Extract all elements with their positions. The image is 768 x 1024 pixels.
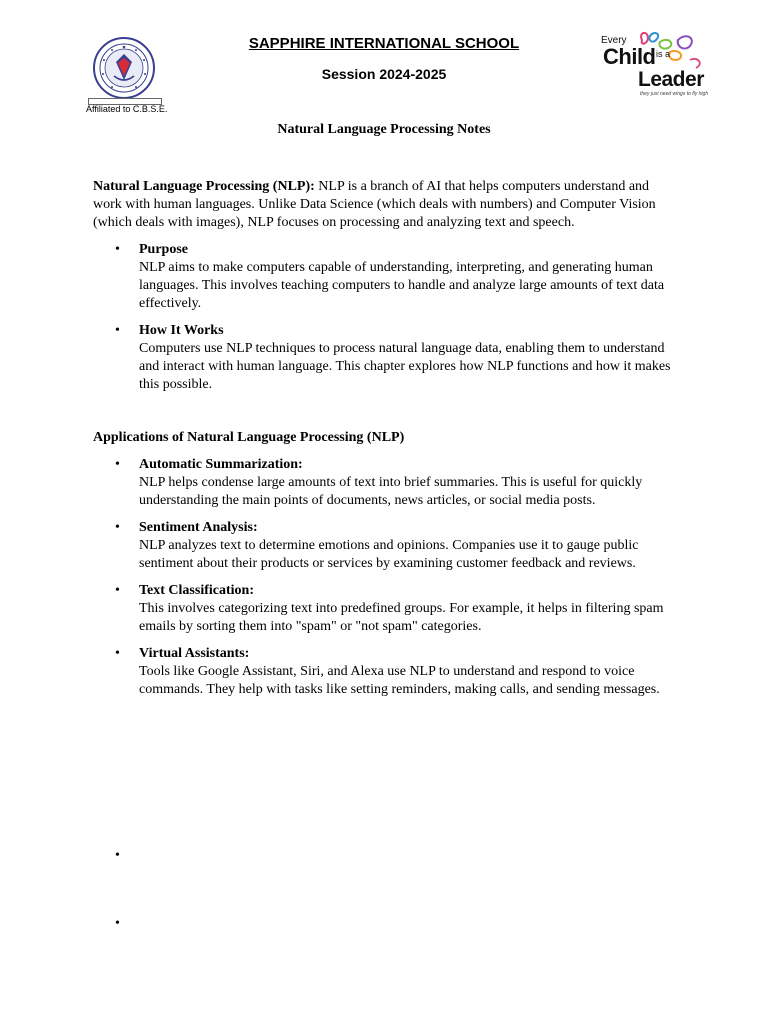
intro-text: NLP is a branch of AI that helps computers understand and work with human languages. Unlike Data Science (which deals with numbers) and Computer Vision (which deals with images), NLP focuses on processing and analyzing text and speech. bbox=[93, 179, 656, 230]
empty-bullet-icon: • bbox=[115, 916, 120, 931]
applications-heading: Applications of Natural Language Processing (NLP) bbox=[93, 430, 405, 445]
affiliation-text: Affiliated to C.B.S.E. bbox=[86, 104, 168, 114]
list-item bbox=[93, 519, 673, 573]
intro-paragraph bbox=[93, 178, 673, 232]
item-body: Computers use NLP techniques to process natural language data, enabling them to understand and interact with human language. This chapter explores how NLP functions and how it makes this possible. bbox=[139, 341, 671, 392]
item-body: NLP analyzes text to determine emotions and opinions. Companies use it to gauge public sentiment about their products or services by examining customer feedback and reviews. bbox=[139, 538, 639, 571]
overview-list bbox=[93, 241, 673, 394]
list-item bbox=[93, 241, 673, 313]
emblem-isa-text: is a bbox=[656, 49, 671, 59]
session-label: Session 2024-2025 bbox=[321, 66, 447, 82]
intro-term: Natural Language Processing (NLP): bbox=[93, 179, 315, 194]
bullet-icon: • bbox=[115, 520, 120, 535]
emblem-every-text: Every bbox=[601, 35, 627, 46]
empty-bullet-icon: • bbox=[115, 848, 120, 863]
list-item bbox=[93, 582, 673, 636]
emblem-leader-text: Leader bbox=[638, 68, 704, 91]
document-body bbox=[93, 178, 673, 708]
item-title: Virtual Assistants: bbox=[139, 646, 250, 661]
item-body: NLP aims to make computers capable of understanding, interpreting, and generating human languages. This involves teaching computers to handle and analyze large amounts of text data effectively. bbox=[139, 260, 665, 311]
item-title: Text Classification: bbox=[139, 583, 254, 598]
bullet-icon: • bbox=[115, 457, 120, 472]
item-title: Purpose bbox=[139, 242, 188, 257]
bullet-icon: • bbox=[115, 583, 120, 598]
list-item bbox=[93, 322, 673, 394]
item-title: How It Works bbox=[139, 323, 224, 338]
bullet-icon: • bbox=[115, 646, 120, 661]
list-item bbox=[93, 456, 673, 510]
bullet-icon: • bbox=[115, 242, 120, 257]
document-title: Natural Language Processing Notes bbox=[277, 122, 491, 137]
item-title: Sentiment Analysis: bbox=[139, 520, 258, 535]
list-item bbox=[93, 645, 673, 699]
emblem-child-text: Child bbox=[603, 44, 656, 69]
every-child-leader-emblem bbox=[598, 30, 714, 102]
bullet-icon: • bbox=[115, 323, 120, 338]
item-body: NLP helps condense large amounts of text into brief summaries. This is useful for quickly understanding the main points of documents, news articles, or social media posts. bbox=[139, 475, 643, 508]
applications-list bbox=[93, 456, 673, 699]
item-title: Automatic Summarization: bbox=[139, 457, 303, 472]
item-body: Tools like Google Assistant, Siri, and Alexa use NLP to understand and respond to voice commands. They help with tasks like setting reminders, making calls, and sending messages. bbox=[139, 664, 660, 697]
emblem-tagline: they just need wings to fly high bbox=[640, 91, 709, 97]
item-body: This involves categorizing text into predefined groups. For example, it helps in filtering spam emails by sorting them into "spam" or "not spam" categories. bbox=[139, 601, 664, 634]
school-name: SAPPHIRE INTERNATIONAL SCHOOL bbox=[248, 35, 520, 52]
